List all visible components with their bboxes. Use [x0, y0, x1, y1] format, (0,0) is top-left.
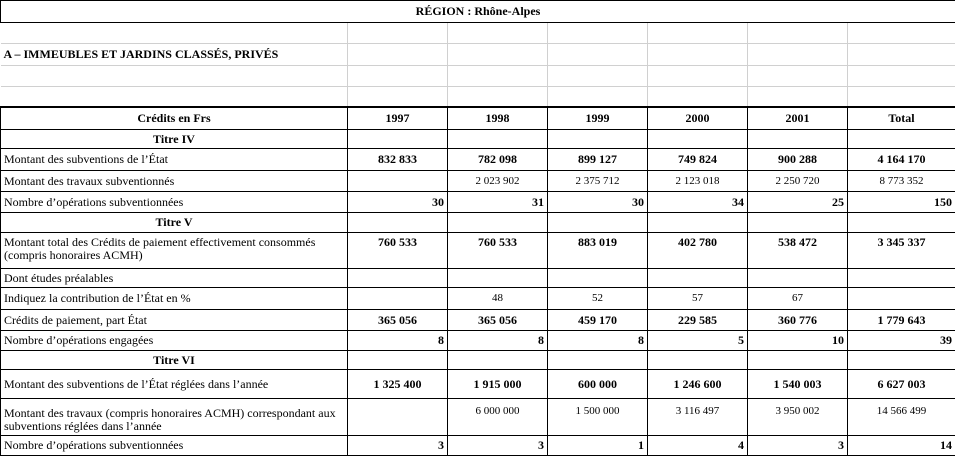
cell-value: 30	[348, 192, 448, 213]
cell-value: 1 246 600	[648, 370, 748, 399]
empty-row	[1, 23, 955, 44]
section-title-row	[1, 44, 955, 66]
cell-total: 14 566 499	[848, 399, 955, 436]
empty-row	[1, 66, 955, 87]
cell-value: 1 500 000	[548, 399, 648, 436]
header-year: 1999	[548, 107, 648, 130]
cell-total	[848, 288, 955, 310]
cell-value: 31	[448, 192, 548, 213]
table-row	[1, 269, 955, 288]
cell-value: 3	[448, 436, 548, 456]
cell-value: 899 127	[548, 149, 648, 171]
table-row	[1, 370, 955, 399]
cell-value: 3 950 002	[748, 399, 848, 436]
table-row	[1, 288, 955, 310]
row-label: Indiquez la contribution de l’État en %	[1, 288, 348, 310]
titre-iv-heading-row	[1, 130, 955, 149]
cell-value: 1 915 000	[448, 370, 548, 399]
cell-value: 782 098	[448, 149, 548, 171]
table-row	[1, 436, 955, 456]
cell-total: 39	[848, 331, 955, 351]
cell-total: 6 627 003	[848, 370, 955, 399]
cell-value: 600 000	[548, 370, 648, 399]
cell-value: 25	[748, 192, 848, 213]
row-label: Montant total des Crédits de paiement effectivement consommés (compris honoraires ACMH)	[1, 233, 348, 269]
table-row	[1, 192, 955, 213]
cell-value: 1 325 400	[348, 370, 448, 399]
cell-value: 3	[748, 436, 848, 456]
cell-value: 4	[648, 436, 748, 456]
row-label: Nombre d’opérations subventionnées	[1, 436, 348, 456]
cell-value: 6 000 000	[448, 399, 548, 436]
header-year: 2001	[748, 107, 848, 130]
titre-vi-heading: Titre VI	[1, 351, 348, 370]
cell-value: 2 375 712	[548, 171, 648, 192]
header-label: Crédits en Frs	[1, 107, 348, 130]
cell-value: 1 540 003	[748, 370, 848, 399]
row-label: Montant des subventions de l’État réglées dans l’année	[1, 370, 348, 399]
cell-value: 8	[348, 331, 448, 351]
cell-value: 365 056	[348, 310, 448, 331]
cell-total: 150	[848, 192, 955, 213]
row-label: Montant des travaux (compris honoraires ACMH) correspondant aux subventions réglées dans l’année	[1, 399, 348, 436]
region-title-row	[1, 1, 955, 23]
cell-total: 14	[848, 436, 955, 456]
table-row	[1, 233, 955, 269]
empty-row	[1, 87, 955, 107]
titre-vi-heading-row	[1, 351, 955, 370]
cell-value: 2 123 018	[648, 171, 748, 192]
cell-value: 3	[348, 436, 448, 456]
titre-v-heading-row	[1, 213, 955, 233]
cell-value: 360 776	[748, 310, 848, 331]
row-label: Nombre d’opérations subventionnées	[1, 192, 348, 213]
cell-value	[348, 171, 448, 192]
header-row	[1, 107, 955, 130]
cell-value: 48	[448, 288, 548, 310]
cell-value: 832 833	[348, 149, 448, 171]
titre-iv-heading: Titre IV	[1, 130, 348, 149]
table-row	[1, 310, 955, 331]
cell-value: 30	[548, 192, 648, 213]
cell-value: 8	[448, 331, 548, 351]
table-row	[1, 171, 955, 192]
row-label: Montant des travaux subventionnés	[1, 171, 348, 192]
row-label: Nombre d’opérations engagées	[1, 331, 348, 351]
cell-total: 3 345 337	[848, 233, 955, 269]
cell-value: 229 585	[648, 310, 748, 331]
region-title: RÉGION : Rhône-Alpes	[1, 1, 955, 23]
cell-total: 8 773 352	[848, 171, 955, 192]
row-label: Crédits de paiement, part État	[1, 310, 348, 331]
cell-value: 2 023 902	[448, 171, 548, 192]
cell-total: 4 164 170	[848, 149, 955, 171]
cell-value: 2 250 720	[748, 171, 848, 192]
section-title: A – IMMEUBLES ET JARDINS CLASSÉS, PRIVÉS	[1, 44, 348, 66]
cell-value: 760 533	[348, 233, 448, 269]
cell-value: 365 056	[448, 310, 548, 331]
table-row	[1, 331, 955, 351]
cell-value	[348, 399, 448, 436]
cell-value: 459 170	[548, 310, 648, 331]
cell-value: 3 116 497	[648, 399, 748, 436]
cell-value: 900 288	[748, 149, 848, 171]
cell-value: 5	[648, 331, 748, 351]
cell-value: 34	[648, 192, 748, 213]
cell-value: 67	[748, 288, 848, 310]
cell-value	[348, 288, 448, 310]
cell-value: 749 824	[648, 149, 748, 171]
header-year: 1998	[448, 107, 548, 130]
cell-value: 8	[548, 331, 648, 351]
cell-value: 760 533	[448, 233, 548, 269]
cell-value: 883 019	[548, 233, 648, 269]
cell-value: 57	[648, 288, 748, 310]
row-label: Montant des subventions de l’État	[1, 149, 348, 171]
cell-value: 52	[548, 288, 648, 310]
cell-value: 1	[548, 436, 648, 456]
table-row	[1, 399, 955, 436]
header-total: Total	[848, 107, 955, 130]
titre-v-heading: Titre V	[1, 213, 348, 233]
header-year: 2000	[648, 107, 748, 130]
cell-value: 402 780	[648, 233, 748, 269]
cell-total: 1 779 643	[848, 310, 955, 331]
cell-value: 538 472	[748, 233, 848, 269]
row-label: Dont études préalables	[1, 269, 348, 288]
cell-value: 10	[748, 331, 848, 351]
header-year: 1997	[348, 107, 448, 130]
table-row	[1, 149, 955, 171]
